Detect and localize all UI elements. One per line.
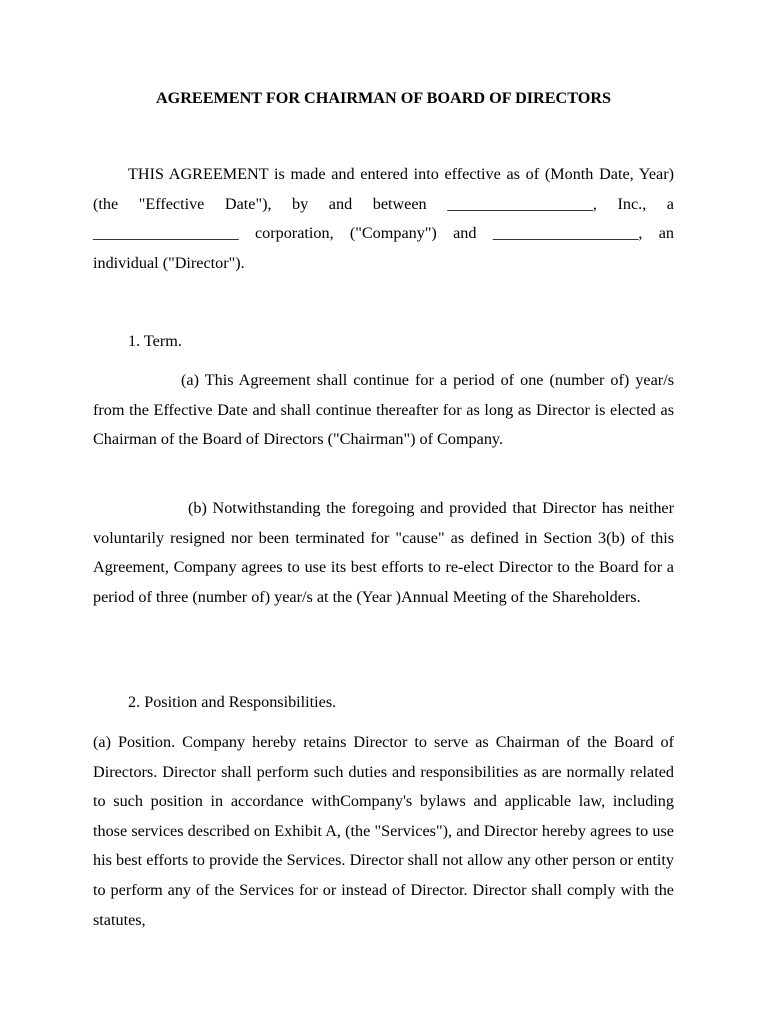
section-heading-position: 2. Position and Responsibilities.: [128, 693, 337, 711]
document-title: AGREEMENT FOR CHAIRMAN OF BOARD OF DIRECTORS: [155, 89, 612, 107]
term-paragraph-b: (b) Notwithstanding the foregoing and provided that Director has neither voluntarily resigned nor been terminated for "cause" as defined in Section 3(b) of this Agreement, Company agrees to use its best efforts to re-elect Director to the Board for a period of three (number of) year/s at the (Year )Annual Meeting of the Shareholders.: [93, 499, 674, 606]
section-heading-term: 1. Term.: [128, 332, 182, 350]
term-paragraph-a: (a) This Agreement shall continue for a period of one (number of) year/s from the Effective Date and shall continue thereafter for as long as Director is elected as Chairman of the Board of Directors ("Chairman") of Company.: [93, 371, 674, 449]
intro-paragraph: THIS AGREEMENT is made and entered into effective as of (Month Date, Year) (the "Effective Date"), by and between __________________, Inc., a __________________ corporation, ("Company") and __________________, an individual ("Director").: [93, 165, 674, 272]
position-paragraph-a: (a) Position. Company hereby retains Director to serve as Chairman of the Board of Directors. Director shall perform such duties and responsibilities as are normally related to such position in accordance withCompany's bylaws and applicable law, including those services described on Exhibit A, (the "Services"), and Director hereby agrees to use his best efforts to provide the Services. Director shall not allow any other person or entity to perform any of the Services for or instead of Director. Director shall comply with the statutes,: [93, 733, 674, 929]
